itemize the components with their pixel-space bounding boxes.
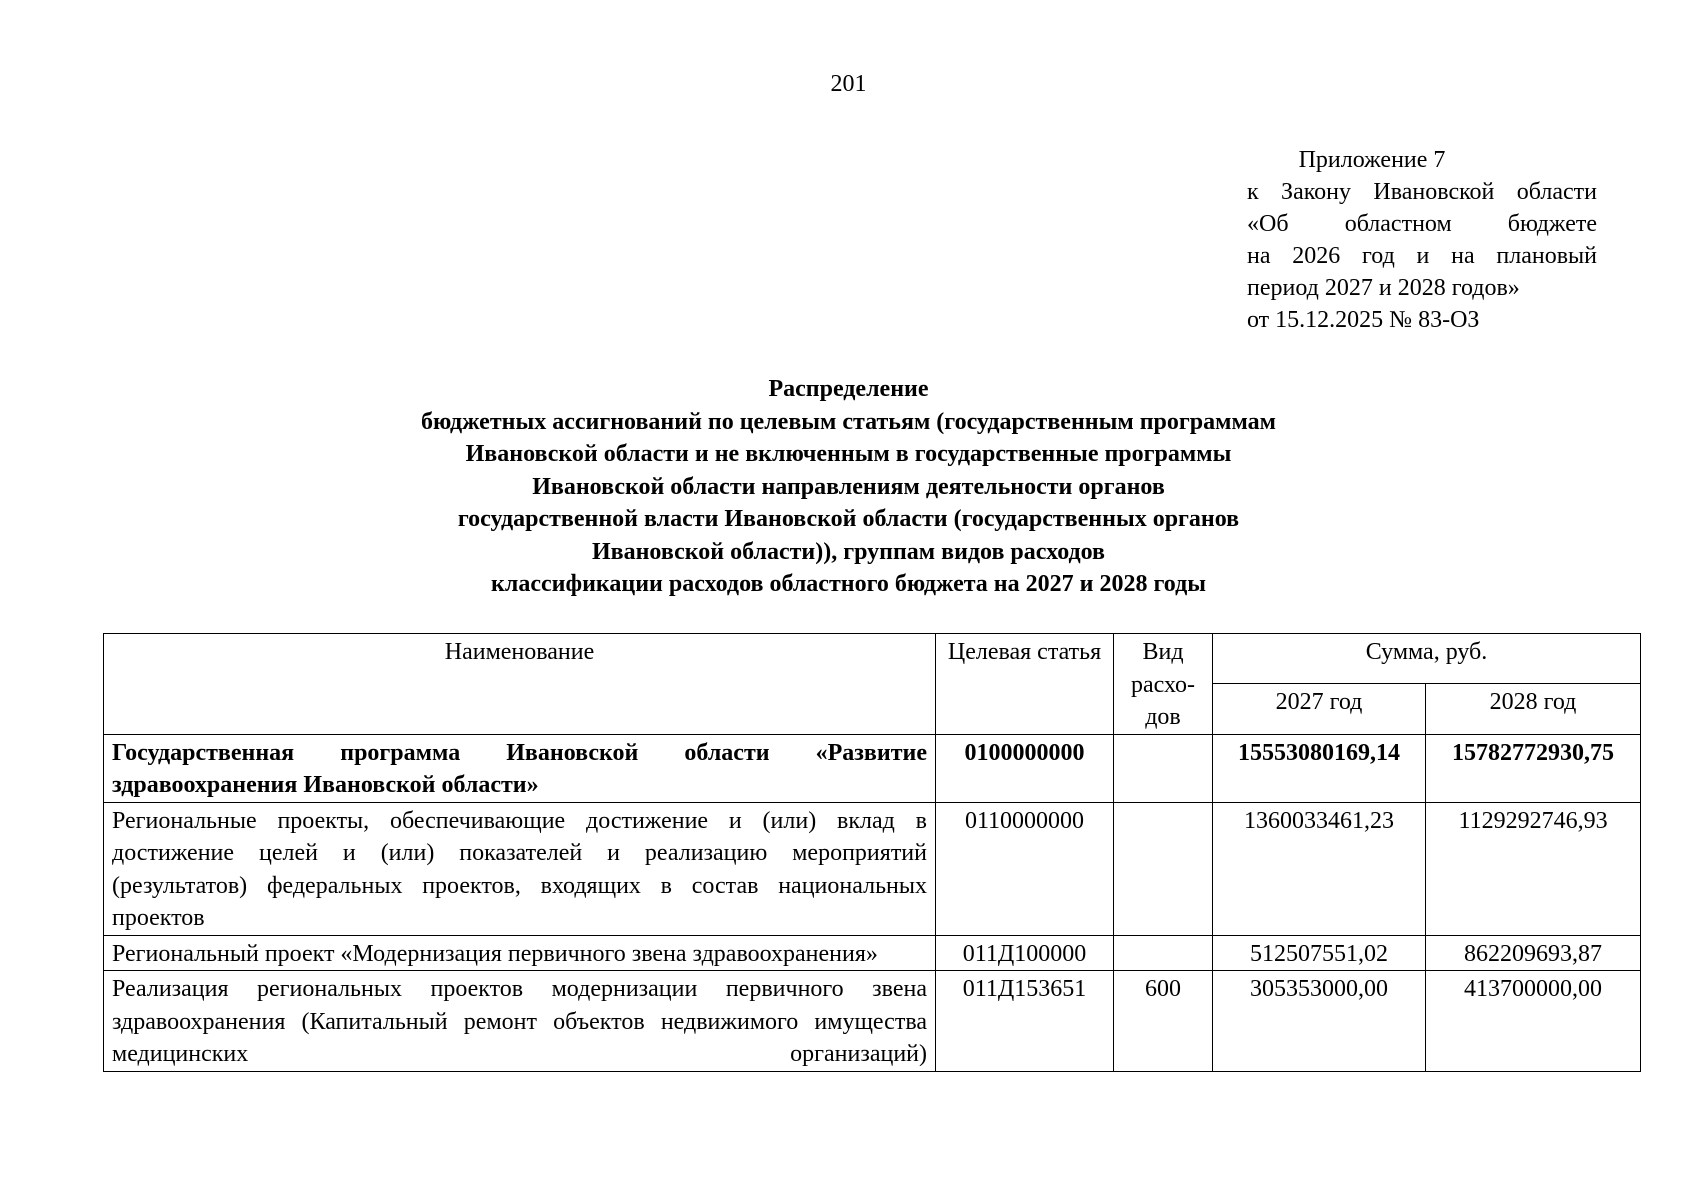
document-title xyxy=(150,373,1547,601)
row-code: 0100000000 xyxy=(936,734,1114,802)
row-name: Региональные проекты, обеспечивающие достижение и (или) вклад в достижение целей и (или) показателей и реализацию мероприятий (результатов) федеральных проектов, входящих в состав национальных проектов xyxy=(104,802,936,935)
appendix-line: на 2026 год и на плановый xyxy=(1247,243,1597,269)
appendix-line: к Закону Ивановской области xyxy=(1247,179,1597,205)
appendix-line: Приложение 7 xyxy=(1298,147,1446,173)
row-code: 011Д100000 xyxy=(936,935,1114,971)
row-name: Региональный проект «Модернизация первичного звена здравоохранения» xyxy=(104,935,936,971)
row-sum-2027: 305353000,00 xyxy=(1213,971,1426,1072)
row-sum-2027: 1360033461,23 xyxy=(1213,802,1426,935)
row-sum-2028: 413700000,00 xyxy=(1426,971,1641,1072)
row-type xyxy=(1114,802,1213,935)
page-number: 201 xyxy=(830,71,867,97)
table-row xyxy=(104,935,1641,971)
row-type: 600 xyxy=(1114,971,1213,1072)
row-code: 011Д153651 xyxy=(936,971,1114,1072)
title-line: Ивановской области)), группам видов расходов xyxy=(591,538,1106,565)
row-sum-2028: 862209693,87 xyxy=(1426,935,1641,971)
header-year-2028: 2028 год xyxy=(1426,684,1641,734)
header-type: Вид расхо-дов xyxy=(1114,634,1213,735)
header-code: Целевая статья xyxy=(936,634,1114,735)
title-line: классификации расходов областного бюджета на 2027 и 2028 годы xyxy=(491,571,1206,597)
title-line: Ивановской области и не включенным в государственные программы xyxy=(465,441,1232,467)
title-line: Ивановской области направлениям деятельности органов xyxy=(532,473,1165,500)
row-name: Реализация региональных проектов модернизации первичного звена здравоохранения (Капитальный ремонт объектов недвижимого имущества медицинских организаций) xyxy=(104,971,936,1072)
row-type xyxy=(1114,935,1213,971)
header-name: Наименование xyxy=(104,634,936,735)
row-code: 0110000000 xyxy=(936,802,1114,935)
row-sum-2028: 1129292746,93 xyxy=(1426,802,1641,935)
budget-table xyxy=(103,633,1641,1072)
appendix-line: период 2027 и 2028 годов» xyxy=(1247,275,1520,301)
appendix-line: «Об областном бюджете xyxy=(1247,211,1597,237)
appendix-block xyxy=(1247,144,1597,336)
table-row xyxy=(104,734,1641,802)
appendix-line: от 15.12.2025 № 83-ОЗ xyxy=(1247,307,1480,333)
row-sum-2027: 15553080169,14 xyxy=(1213,734,1426,802)
table-header-row xyxy=(104,634,1641,684)
header-sum: Сумма, руб. xyxy=(1213,634,1641,684)
title-line: государственной власти Ивановской области (государственных органов xyxy=(457,506,1240,532)
row-name: Государственная программа Ивановской области «Развитие здравоохранения Ивановской области» xyxy=(104,734,936,802)
table-row xyxy=(104,971,1641,1072)
row-sum-2028: 15782772930,75 xyxy=(1426,734,1641,802)
title-line: Распределение xyxy=(768,376,929,402)
row-sum-2027: 512507551,02 xyxy=(1213,935,1426,971)
table-row xyxy=(104,802,1641,935)
title-line: бюджетных ассигнований по целевым статьям (государственным программам xyxy=(420,408,1276,435)
row-type xyxy=(1114,734,1213,802)
header-year-2027: 2027 год xyxy=(1213,684,1426,734)
